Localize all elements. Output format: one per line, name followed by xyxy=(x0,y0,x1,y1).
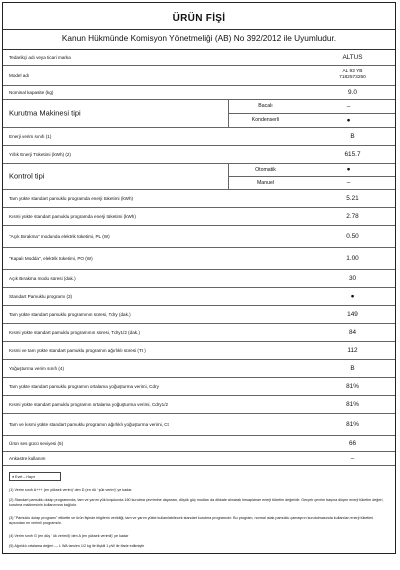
row-value: 84 xyxy=(348,328,357,336)
row-label: Kurutma Makinesi tipi xyxy=(9,108,81,118)
row-label: Tam ve kısmi yükte standart pamuklu programın ağırlıklı yoğuşturma verimi, Ct xyxy=(9,421,169,427)
table-row xyxy=(3,341,395,360)
table-row xyxy=(3,287,395,306)
row-value: 112 xyxy=(347,346,358,354)
row-label: Açık Bırakma modu süresi (dak.) xyxy=(9,275,76,281)
table-row xyxy=(3,145,395,164)
option-value: – xyxy=(346,102,351,110)
control-type-row xyxy=(3,163,395,190)
table-row xyxy=(3,85,395,100)
row-value: ● xyxy=(350,292,355,300)
row-value: 81% xyxy=(346,420,359,428)
row-value: 2.78 xyxy=(346,212,359,220)
row-label: Tam yükte standart pamuklu programının süresi, Tdry (dak.) xyxy=(9,311,131,317)
row-label: Model adı xyxy=(9,72,30,78)
footnote: (2) Standart pamuklu dolap programında, tam ve yarım yük koşulunda 160 kurutma çevrimine dayanan, düşük güç modları da dikkate alınarak hesaplanan enerji tüketim değeridir. Gerçek çevrim başına düşen enerji tüketim değeri, kurutma makinesinin kullanımına bağlıdır. xyxy=(9,498,384,507)
table-row xyxy=(3,65,395,86)
table-row xyxy=(3,435,395,452)
regulation-subtitle: Kanun Hükmünde Komisyon Yönetmeliği (AB) No 392/2012 ile Uyumludur. xyxy=(61,33,337,43)
row-value: 615.7 xyxy=(344,150,361,158)
row-value: 81% xyxy=(346,382,359,390)
divider xyxy=(3,29,395,30)
table-row xyxy=(3,207,395,226)
dryer-type-option xyxy=(228,99,395,114)
row-label: Ürün ses gücü seviyesi (5) xyxy=(9,440,64,446)
table-row xyxy=(3,451,395,466)
table-row xyxy=(3,395,395,414)
table-row xyxy=(3,305,395,324)
row-value: AL 93 YB 7182573250 xyxy=(339,69,366,80)
row-label: "Kapalı Modda", elektrik tüketimi, PO (W) xyxy=(9,255,93,261)
control-type-option xyxy=(228,163,395,177)
row-value: 5.21 xyxy=(346,194,359,202)
row-label: Yoğuşturma verim sınıfı (4) xyxy=(9,365,64,371)
row-value: 0.50 xyxy=(346,232,359,240)
row-label: Kısmi ve tam yükte standart pamuklu programın ağırlıklı süresi (Tt ) xyxy=(9,347,146,353)
row-label: Nominal kapasite (kg) xyxy=(9,89,54,95)
dryer-type-row xyxy=(3,99,395,128)
option-label: Kondenserli xyxy=(228,113,302,127)
row-label: Tam yükte standart pamuklu programın ortalama yoğuşturma verimi, Cdry xyxy=(9,383,159,389)
option-label: Otomatik xyxy=(228,163,302,176)
option-label: Manuel xyxy=(228,176,302,189)
row-value: ALTUS xyxy=(342,53,363,61)
row-label: Standart Pamuklu programı (3) xyxy=(9,293,73,299)
footnote: (4) Verim sınıfı G (en düş ' ük verimli)' den A (en yüksek verimli)' ye kadar xyxy=(9,534,129,538)
row-label: Kısmi yükte standart pamuklu programın ortalama yoğuşturma verimi, Cdry1/2 xyxy=(9,401,169,407)
table-row xyxy=(3,127,395,146)
control-type-option xyxy=(228,176,395,189)
page-title: ÜRÜN FİŞİ xyxy=(172,13,226,24)
row-label: Enerji verim sınıfı (1) xyxy=(9,133,52,139)
table-row xyxy=(3,49,395,66)
table-row xyxy=(3,377,395,396)
option-label: Bacalı xyxy=(228,99,302,113)
row-value: – xyxy=(350,454,355,462)
table-row xyxy=(3,225,395,248)
row-value: 9.0 xyxy=(348,88,357,96)
row-value: 1.00 xyxy=(346,254,359,262)
row-label: Tedarikçi adı veya ticari marka xyxy=(9,54,71,60)
dryer-type-option xyxy=(228,113,395,127)
row-label: Kontrol tipi xyxy=(9,171,45,181)
option-value: ● xyxy=(346,166,351,173)
table-row xyxy=(3,269,395,288)
row-label: Tam yükte standart pamuklu programda enerji tüketimi (kWh) xyxy=(9,195,134,201)
row-value: 149 xyxy=(347,310,358,318)
row-label: Yıllık Enerji Tüketimi (kWh) (2) xyxy=(9,151,71,157)
row-value: 66 xyxy=(348,439,357,447)
row-value: B xyxy=(350,132,355,140)
row-value: 81% xyxy=(346,400,359,408)
table-row xyxy=(3,413,395,436)
row-value: 30 xyxy=(348,274,357,282)
row-value: B xyxy=(350,364,355,372)
table-row xyxy=(3,247,395,270)
row-label: Kısmi yükte standart pamuklu programda enerji tüketimi (kWh) xyxy=(9,213,136,219)
footnote: (1) Verim sınıfı A+++ (en yüksek verim)' den D (en dü ' şük verim)' ye kadar. xyxy=(9,488,133,492)
row-label: Kısmi yükte standart pamuklu programının süresi, Tdry1/2 (dak.) xyxy=(9,329,140,335)
footnote: (3) "Pamuklu dolap programı" etikette ve ürün fişinde bilgilerin verildiği, tam ve yarım yükte kullanılabilecek standart kurutma programıdır. Bu program, normal ıslak pamuklu çamaşırın kurutulmasında kullanılan enerji tüketimi açısından en verimli programdır. xyxy=(9,516,374,525)
table-row xyxy=(3,359,395,378)
option-value: ● xyxy=(346,116,351,124)
option-value: – xyxy=(346,179,351,186)
footnote: (5) Ağırlıklı ortalama değeri — L WA tam/en 1/2 kg ile ilişkili 1 pW ile ifade edilmiştir xyxy=(9,544,145,548)
row-label: "Açık Bırakma" modunda elektrik tüketimi, PL (W) xyxy=(9,233,110,239)
row-label: Ankastre kullanım xyxy=(9,455,46,461)
product-fiche xyxy=(2,2,396,554)
legend-box: ● Evet – Hayır xyxy=(9,472,61,481)
table-row xyxy=(3,323,395,342)
table-row xyxy=(3,189,395,208)
